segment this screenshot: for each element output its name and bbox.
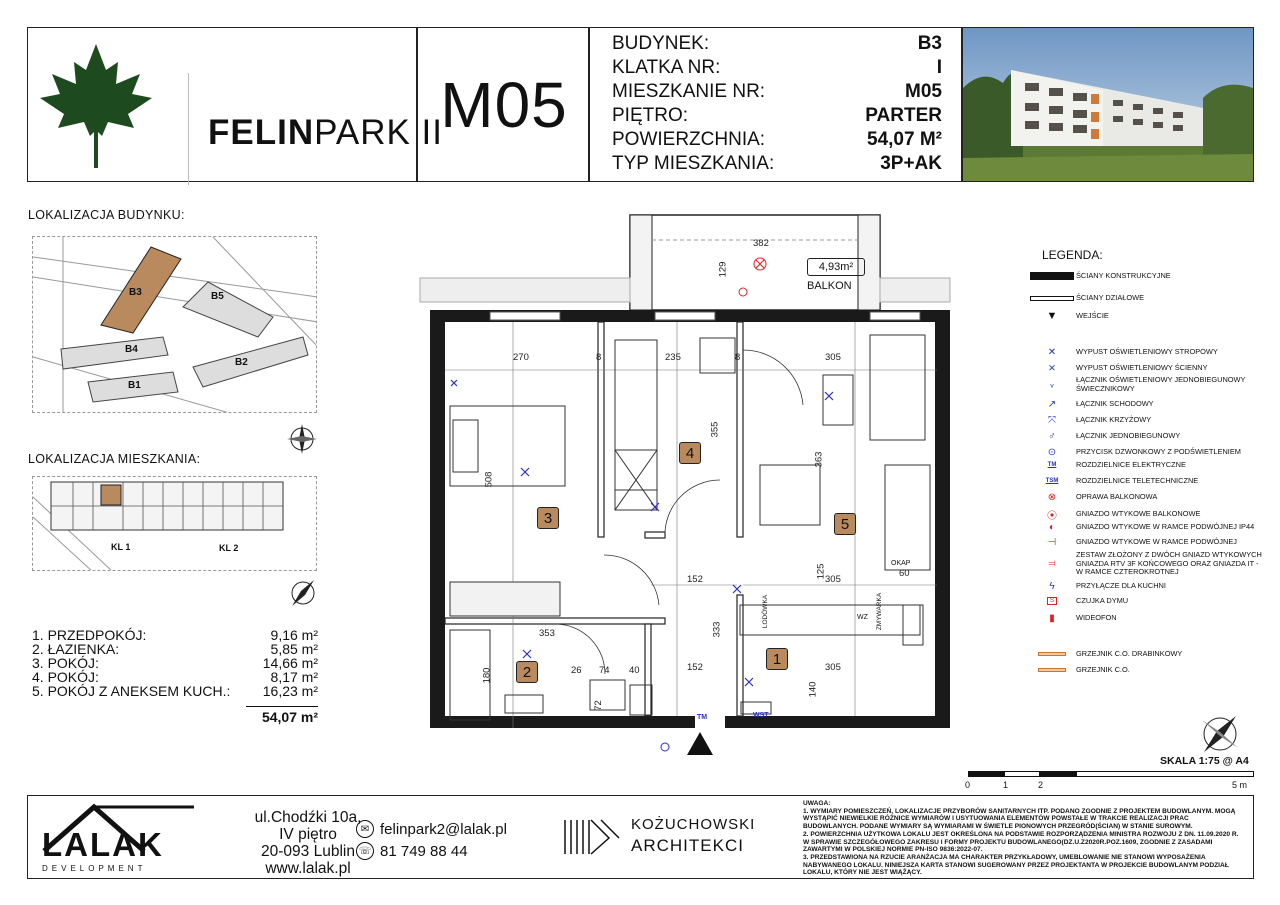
balcony-area: 4,93m²: [807, 258, 865, 276]
label-hood: OKAP: [891, 560, 911, 567]
thin-wall-icon: [1030, 296, 1074, 301]
legend-item: ⊣ GNIAZDO WTYKOWE W RAMCE PODWÓJNEJ: [1047, 537, 1237, 548]
contact: [356, 818, 507, 862]
dim-wall: 8: [735, 352, 741, 363]
legend-title: LEGENDA:: [1042, 248, 1103, 262]
logo-divider: [188, 73, 189, 185]
label-wst: WST: [753, 712, 769, 719]
room-number-4: 4: [679, 442, 701, 464]
label-dishwasher: ZMYWARKA: [876, 592, 884, 631]
developer-name: LALAK: [42, 826, 164, 863]
dim-hall-width: 152: [687, 574, 703, 585]
dim-okap: 60: [899, 568, 910, 579]
building-location-map: [32, 236, 317, 413]
legend-item: TSM ROZDZIELNICE TELETECHNICZNE: [1045, 476, 1199, 485]
compass-plan-icon: [1196, 710, 1244, 758]
dim-bath-depth: 180: [481, 667, 493, 684]
legend-item: GRZEJNIK C.O.: [1028, 666, 1268, 675]
apartment-code: M05: [440, 69, 568, 141]
entrance-triangle-icon: ▼: [1046, 310, 1058, 322]
socket-double-icon: ⊣: [1047, 537, 1057, 548]
scale-tick-5: 5 m: [1232, 780, 1248, 790]
label-wz: WZ: [857, 614, 868, 621]
legend-item: ◐ GNIAZDO WTYKOWE W RAMCE PODWÓJNEJ IP44: [1048, 522, 1255, 533]
phone-row[interactable]: [356, 840, 507, 862]
scale-label: SKALA 1:75 @ A4: [1160, 755, 1249, 767]
balcony-light-icon: ⊗: [1047, 492, 1057, 503]
room-number-1: 1: [766, 648, 788, 670]
dim-bath-40: 40: [629, 665, 640, 676]
socket-ip44-icon: ◐: [1048, 522, 1056, 533]
switch-unipolar-icon: ♂: [1048, 431, 1056, 442]
dim-hall2-width: 152: [687, 662, 703, 673]
dim-bath-width: 353: [539, 628, 555, 639]
room-row: 2. ŁAZIENKA: 5,85 m²: [32, 641, 318, 657]
map-label-b3: B3: [129, 287, 142, 298]
floor-plan: [415, 210, 955, 780]
electric-panel-icon: TM: [1047, 462, 1057, 469]
map-label-b1: B1: [128, 380, 141, 391]
smoke-detector-icon: S: [1047, 597, 1057, 605]
scale-tick-2: 2: [1038, 780, 1044, 790]
room-row: 3. POKÓJ: 14,66 m²: [32, 655, 318, 671]
legend-item: TM ROZDZIELNICE ELEKTRYCZNE: [1047, 460, 1186, 469]
apartment-info-panel: [589, 27, 962, 182]
header-logo-panel: [27, 27, 443, 182]
balcony-socket-icon: ⦿: [1047, 511, 1057, 522]
dim-room3-depth: 508: [483, 471, 495, 488]
phone-icon: ☏: [356, 842, 374, 860]
legend-item: ŚCIANY DZIAŁOWE: [1028, 294, 1268, 303]
notes: UWAGA: 1. WYMIARY POMIESZCZEŃ, LOKALIZACJE PRZYBORÓW SANITARNYCH ITP. PODANO ZGODNIE Z PROJEKTEM BUDOWLANYM. MOGĄ WYSTĄPIĆ NIEWIELKIE RÓŻNICE WYMIARÓW I USYTUOWANIA ELEMENTÓW POWSTAŁE W TRAKCIE REALIZACJI PRAC BUDOWLANYCH. PODANE WYMIARY SĄ WYMIARAMI W ŚWIETLE PIONOWYCH PRZEGRÓD(ŚCIAN) W STANIE SUROWYM. 2. POWIERZCHNIA UŻYTKOWA LOKALU JEST OKREŚLONA NA PODSTAWIE ROZPORZĄDZENIA MINISTRA ROZWOJU Z DN. 11.09.2020 R. W SPRAWIE SZCZEGÓŁOWEGO ZAKRESU I FORMY PROJEKTU BUDOWLANEGO(DZ.U.Z2020R.POZ.1609, ZGODNIE Z ZASADAMI ZAWARTYMI W POLSKIEJ NORMIE PN-ISO 9836:2022-07. 3. PRZEDSTAWIONA NA RZUCIE ARANŻACJA MA CHARAKTER PRZYKŁADOWY, UMEBLOWANIE NIE STANOWI WYPOSAŻENIA NABYWANEGO LOKALU. NINIEJSZA KARTA STANOWI SUGEROWANY PRZEZ PROJEKTANTA W PROJEKCIE BUDOWLANYM PODZIAŁ LOKALU, KTÓRY NIE JEST WIĄŻĄCY.: [803, 800, 1239, 877]
dim-room5-width: 305: [825, 352, 841, 363]
email-icon: ✉: [356, 820, 374, 838]
email-row[interactable]: [356, 818, 507, 840]
switch-stair-icon: ↗: [1047, 399, 1057, 410]
legend-item: ✕ WYPUST OŚWIETLENIOWY STROPOWY: [1047, 347, 1218, 358]
address: ul.Chodźki 10a, IV piętro 20-093 Lublin www.lalak.pl: [248, 809, 368, 877]
thick-wall-icon: [1030, 272, 1074, 280]
room-number-3: 3: [537, 507, 559, 529]
scale-bar: [968, 771, 1254, 777]
dim-entry-depth: 140: [807, 681, 819, 698]
switch-cross-icon: ⤧: [1048, 415, 1056, 426]
label-fridge: LODÓWKA: [762, 594, 770, 629]
legend-item: ϟ PRZYŁĄCZE DLA KUCHNI: [1049, 581, 1166, 592]
label-tm: TM: [697, 714, 708, 721]
building-photo: [962, 27, 1254, 182]
architect-name-bottom: ARCHITEKCI: [631, 836, 744, 855]
stair-label-2: KL 2: [219, 543, 239, 553]
legend-item: ▼ WEJŚCIE: [1046, 310, 1109, 322]
apartment-code-panel: [417, 27, 589, 182]
website-link[interactable]: www.lalak.pl: [265, 860, 351, 877]
dim-hall3-width: 305: [825, 662, 841, 673]
legend-item: ⫤ ZESTAW ZŁOŻONY Z DWÓCH GNIAZD WTYKOWYCH GNIAZDA RTV 3F KOŃCOWEGO ORAZ GNIAZDA IT - W RAMCE CZTEROKROTNEJ: [1048, 550, 1262, 576]
legend-item: ⊗ OPRAWA BALKONOWA: [1047, 492, 1158, 503]
scale-tick-1: 1: [1003, 780, 1009, 790]
legend-item: ŚCIANY KONSTRUKCYJNE: [1028, 272, 1268, 281]
legend-item: ⨯ WYPUST OŚWIETLENIOWY ŚCIENNY: [1047, 363, 1208, 374]
map-label-b5: B5: [211, 291, 224, 302]
phone-link[interactable]: 81 749 88 44: [380, 842, 468, 860]
dim-72: 72: [592, 700, 604, 711]
legend-item: S CZUJKA DYMU: [1028, 597, 1268, 606]
brand-name: FELINPARK II: [208, 113, 443, 152]
dim-balcony-depth: 129: [717, 261, 729, 278]
room-row: 1. PRZEDPOKÓJ: 9,16 m²: [32, 627, 318, 643]
dim-bath-26: 26: [571, 665, 582, 676]
dim-wall: 8: [596, 352, 602, 363]
ceiling-light-icon: ✕: [1047, 347, 1057, 358]
building-location-title: LOKALIZACJA BUDYNKU:: [28, 208, 185, 222]
developer-sub: DEVELOPMENT: [42, 864, 147, 873]
compass-small-icon: [286, 576, 320, 610]
dim-kitchen-width: 305: [825, 574, 841, 585]
apartment-location-map: [32, 476, 317, 571]
scale-tick-0: 0: [965, 780, 971, 790]
legend-item: ♂ ŁĄCZNIK JEDNOBIEGUNOWY: [1048, 431, 1181, 442]
dim-hall-depth: 333: [711, 621, 723, 638]
legend-item: ᵥ ŁĄCZNIK OŚWIETLENIOWY JEDNOBIEGUNOWY ŚWIECZNIKOWY: [1050, 375, 1246, 393]
info-row-type: TYP MIESZKANIA: 3P+AK: [612, 153, 942, 174]
socket-set-icon: ⫤: [1048, 558, 1056, 570]
doorbell-icon: ⊙: [1047, 447, 1057, 458]
dim-room4-depth: 355: [709, 421, 721, 438]
apartment-location-title: LOKALIZACJA MIESZKANIA:: [28, 452, 201, 466]
maple-leaf-icon: [36, 40, 156, 170]
dim-kitchen-depth: 125: [815, 563, 827, 580]
room-row: 4. POKÓJ: 8,17 m²: [32, 669, 318, 685]
legend-item: ↗ ŁĄCZNIK SCHODOWY: [1047, 399, 1154, 410]
legend-item: ▮ WIDEOFON: [1049, 613, 1117, 624]
info-row-floor: PIĘTRO: PARTER: [612, 105, 942, 126]
info-row-area: POWIERZCHNIA: 54,07 M²: [612, 129, 942, 150]
info-row-building: BUDYNEK: B3: [612, 33, 942, 54]
total-area: 54,07 m²: [246, 706, 318, 724]
room-number-5: 5: [834, 513, 856, 535]
ladder-radiator-icon: [1038, 652, 1066, 656]
dim-room5-depth: 363: [813, 451, 825, 468]
switch-single-icon: ᵥ: [1050, 379, 1054, 390]
dim-room3-width: 270: [513, 352, 529, 363]
architect-name-top: KOŻUCHOWSKI: [631, 816, 756, 833]
videophone-icon: ▮: [1049, 613, 1055, 624]
telecom-panel-icon: TSM: [1045, 478, 1059, 485]
dim-balcony-width: 382: [753, 238, 769, 249]
stair-label-1: KL 1: [111, 542, 131, 552]
radiator-icon: [1038, 668, 1066, 672]
legend-item: GRZEJNIK C.O. DRABINKOWY: [1028, 650, 1268, 659]
map-label-b2: B2: [235, 357, 248, 368]
legend-item: ⦿ GNIAZDO WTYKOWE BALKONOWE: [1028, 507, 1268, 522]
dim-bath-74: 74: [599, 665, 610, 676]
room-number-2: 2: [516, 661, 538, 683]
info-row-staircase: KLATKA NR: I: [612, 57, 942, 78]
room-area-list: [32, 628, 318, 724]
room-row: 5. POKÓJ Z ANEKSEM KUCH.: 16,23 m²: [32, 683, 318, 699]
legend-item: ⤧ ŁĄCZNIK KRZYŻOWY: [1048, 415, 1152, 426]
legend-item: ⊙ PRZYCISK DZWONKOWY Z PODŚWIETLENIEM: [1047, 447, 1241, 458]
map-label-b4: B4: [125, 344, 138, 355]
footer: [27, 795, 1254, 879]
wall-light-icon: ⨯: [1047, 363, 1057, 374]
info-row-apartment: MIESZKANIE NR: M05: [612, 81, 942, 102]
email-link[interactable]: felinpark2@lalak.pl: [380, 820, 507, 838]
kitchen-connection-icon: ϟ: [1049, 581, 1055, 592]
compass-icon: [285, 422, 319, 456]
balcony-label: BALKON: [807, 280, 852, 292]
dim-room4-width: 235: [665, 352, 681, 363]
architect-logo-icon: [561, 818, 621, 856]
